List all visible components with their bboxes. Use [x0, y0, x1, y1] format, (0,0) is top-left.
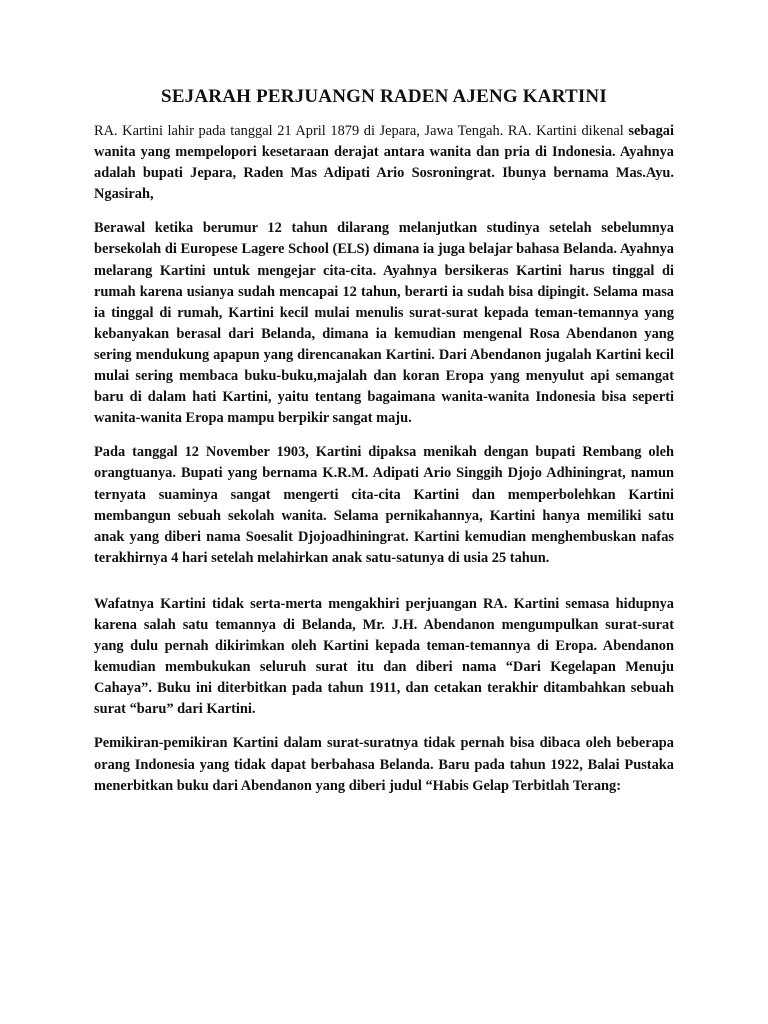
paragraph-text: Pada tanggal 12 November 1903, Kartini dipaksa menikah dengan bupati Rembang oleh orangtuanya. Bupati yang bernama K.R.M. Adipati Ario Singgih Djojo Adhiningrat, namun ternyata suaminya sangat mengerti cita-cita Kartini dan memperbolehkan Kartini membangun sebuah sekolah wanita. Selama pernikahannya, Kartini hanya memiliki satu anak yang diberi nama Soesalit Djojoadhiningrat. Kartini kemudian menghembuskan nafas terakhirnya 4 hari setelah melahirkan anak satu-satunya di usia 25 tahun.: [94, 444, 674, 566]
paragraph-legacy: [94, 594, 674, 721]
document-body: [94, 121, 674, 810]
paragraph-childhood: [94, 218, 674, 429]
paragraph-text: sebagai wanita yang mempelopori kesetaraan derajat antara wanita dan pria di Indonesia. Ayahnya adalah bupati Jepara, Raden Mas Adipati Ario Sosroningrat. Ibunya bernama Mas.Ayu. Ngasirah,: [94, 123, 674, 203]
paragraph-birth: [94, 121, 674, 205]
paragraph-lead: RA. Kartini lahir pada tanggal 21 April 1879 di Jepara, Jawa Tengah. RA. Kartini dikenal: [94, 123, 624, 139]
page-title: SEJARAH PERJUANGN RADEN AJENG KARTINI: [161, 86, 607, 107]
paragraph-text: Pemikiran-pemikiran Kartini dalam surat-suratnya tidak pernah bisa dibaca oleh beberapa orang Indonesia yang tidak dapat berbahasa Belanda. Baru pada tahun 1922, Balai Pustaka menerbitkan buku dari Abendanon yang diberi judul “Habis Gelap Terbitlah Terang:: [94, 735, 674, 794]
paragraph-publication: [94, 733, 674, 796]
paragraph-marriage: [94, 442, 674, 569]
paragraph-text: Berawal ketika berumur 12 tahun dilarang melanjutkan studinya setelah sebelumnya bersekolah di Europese Lagere School (ELS) dimana ia juga belajar bahasa Belanda. Ayahnya melarang Kartini untuk mengejar cita-cita. Ayahnya bersikeras Kartini harus tinggal di rumah karena usianya sudah mencapai 12 tahun, berarti ia sudah bisa dipingit. Selama masa ia tinggal di rumah, Kartini kecil mulai menulis surat-surat kepada teman-temannya yang kebanyakan berasal dari Belanda, dimana ia kemudian mengenal Rosa Abendanon yang sering mendukung apapun yang direncanakan Kartini. Dari Abendanon jugalah Kartini kecil mulai sering membaca buku-buku,majalah dan koran Eropa yang menyulut api semangat baru di dalam hati Kartini, yaitu tentang bagaimana wanita-wanita Indonesia bisa seperti wanita-wanita Eropa mampu berpikir sangat maju.: [94, 220, 674, 427]
paragraph-text: Wafatnya Kartini tidak serta-merta mengakhiri perjuangan RA. Kartini semasa hidupnya karena salah satu temannya di Belanda, Mr. J.H. Abendanon mengumpulkan surat-surat yang dulu pernah dikirimkan oleh Kartini kepada teman-temannya di Eropa. Abendanon kemudian membukukan seluruh surat itu dan diberi nama “Dari Kegelapan Menuju Cahaya”. Buku ini diterbitkan pada tahun 1911, dan cetakan terakhir ditambahkan sebuah surat “baru” dari Kartini.: [94, 595, 674, 718]
